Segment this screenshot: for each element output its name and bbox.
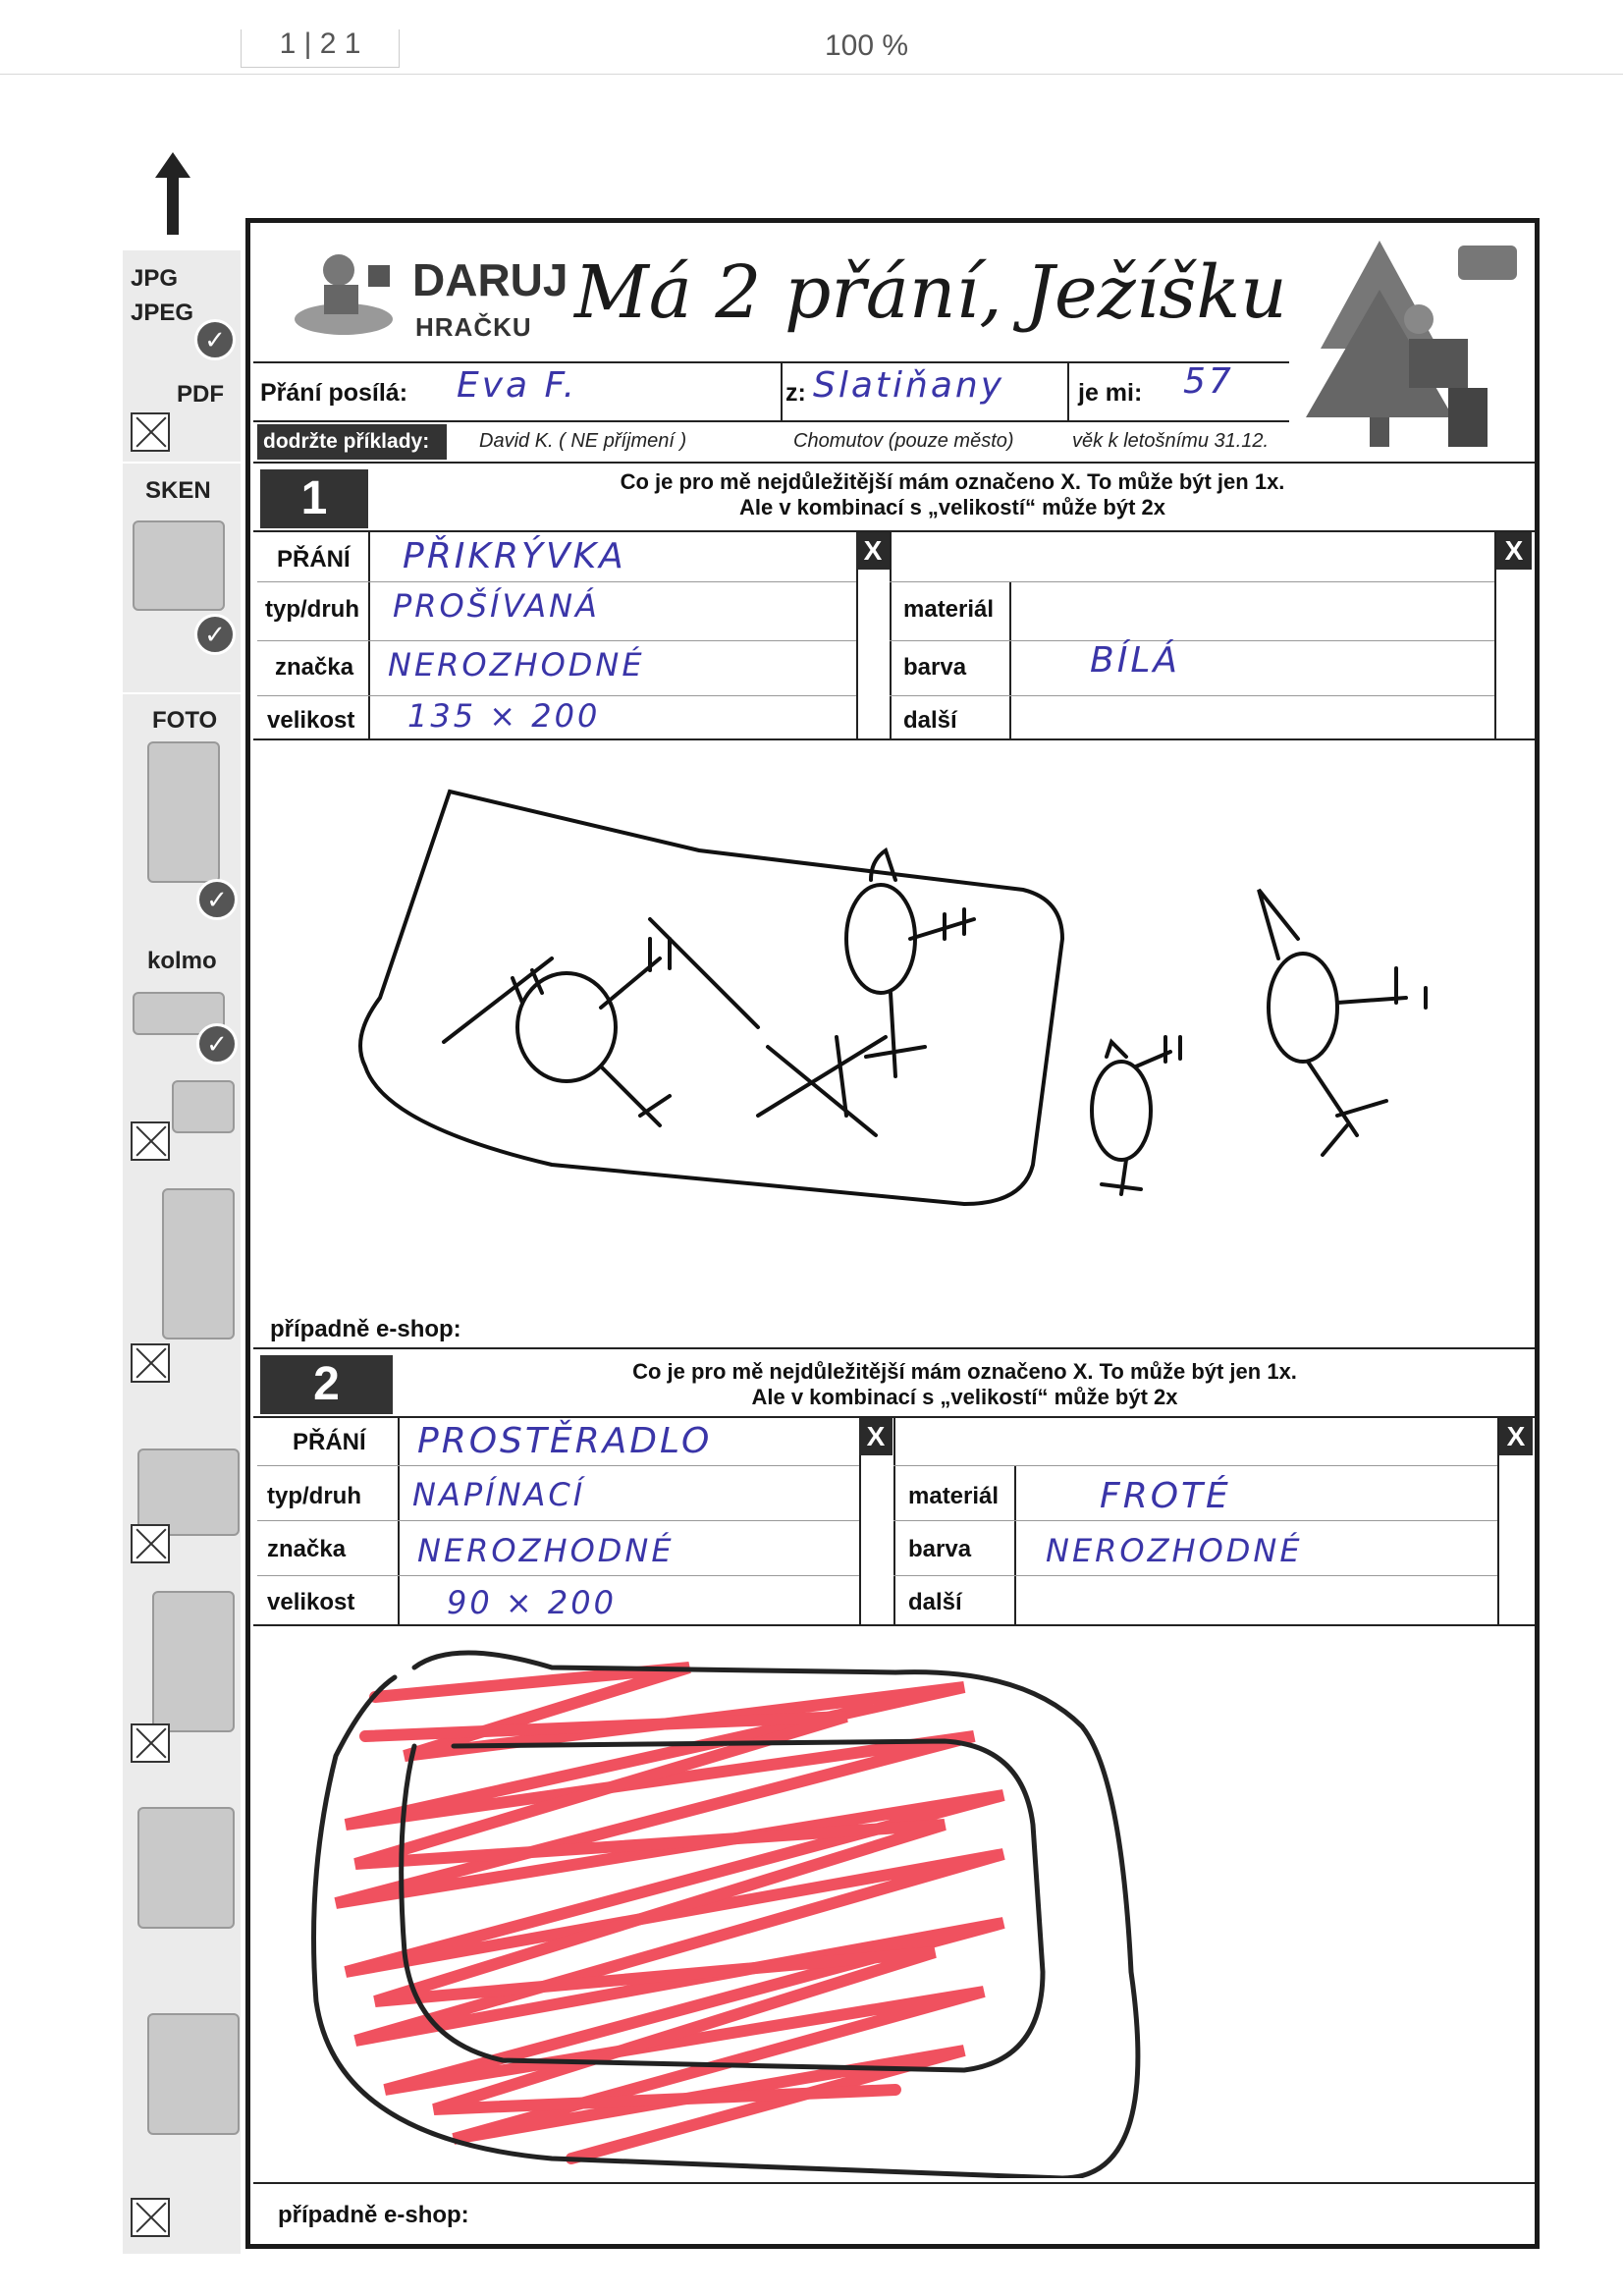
brand-label: značka (275, 654, 354, 681)
phone-photo-icon (147, 741, 220, 883)
wish-1-eshop-label: případně e-shop: (270, 1316, 461, 1342)
row-line (257, 695, 856, 696)
cross-box-icon (131, 1121, 170, 1161)
cross-box-icon (131, 2198, 170, 2237)
wish-2-brand-field[interactable]: NEROZHODNÉ (417, 1532, 675, 1569)
wish-note-line2: Ale v kombinací s „velikostí“ může být 2x (738, 495, 1166, 519)
page-indicator[interactable]: 1 | 2 1 (241, 29, 400, 68)
example-city: Chomutov (pouze město) (793, 430, 1014, 452)
sidebar-label-sken: SKEN (145, 477, 211, 504)
divider (253, 1624, 1535, 1626)
wish-1-brand-field[interactable]: NEROZHODNÉ (388, 646, 645, 683)
wish-number-1: 1 (260, 469, 368, 528)
material-label: materiál (903, 596, 995, 623)
cross-box-icon (131, 1524, 170, 1563)
divider (253, 361, 1289, 363)
sidebar-divider (123, 462, 241, 464)
wish-1-item-field[interactable]: PŘIKRÝVKA (403, 536, 626, 576)
row-line (257, 1465, 859, 1466)
wish-note-line1: Co je pro mě nejdůležitější mám označeno X. To může být jen 1x. (620, 469, 1285, 494)
check-icon: ✓ (196, 879, 238, 920)
wish-label: PŘÁNÍ (293, 1429, 366, 1455)
divider (1009, 581, 1011, 738)
divider (368, 532, 370, 738)
cross-box-icon (131, 1343, 170, 1383)
city-field[interactable]: Slatiňany (813, 365, 1005, 406)
row-line (893, 1520, 1497, 1521)
phone-landscape-icon (137, 1449, 240, 1536)
row-line (890, 581, 1494, 582)
priority-x-mark[interactable]: X (856, 532, 890, 570)
examples-label: dodržte příklady: (257, 424, 447, 460)
age-label: je mi: (1078, 379, 1143, 407)
phone-tilted-icon (137, 1807, 235, 1929)
divider (253, 738, 1535, 740)
priority-x-mark[interactable]: X (1496, 532, 1532, 570)
age-field[interactable]: 57 (1183, 361, 1234, 402)
divider (253, 462, 1535, 464)
row-line (893, 1575, 1497, 1576)
example-age: věk k letošnímu 31.12. (1072, 430, 1270, 452)
divider (253, 1347, 1535, 1349)
row-line (257, 1575, 859, 1576)
angle-icon (172, 1080, 235, 1133)
wish-note-line1: Co je pro mě nejdůležitější mám označeno X. To může být jen 1x. (632, 1359, 1297, 1384)
divider (1067, 361, 1069, 420)
row-line (890, 640, 1494, 641)
phone-tilted-icon (147, 2013, 240, 2135)
row-line (890, 695, 1494, 696)
sender-field[interactable]: Eva F. (457, 365, 578, 406)
wish-2-type-field[interactable]: NAPÍNACÍ (412, 1476, 586, 1513)
wish-1-type-field[interactable]: PROŠÍVANÁ (393, 587, 600, 625)
sidebar-label-kolmo: kolmo (147, 948, 217, 974)
priority-x-mark[interactable]: X (859, 1418, 893, 1455)
scanner-icon (133, 520, 225, 611)
row-line (257, 640, 856, 641)
check-icon: ✓ (194, 319, 236, 360)
other-label: další (903, 707, 957, 734)
example-name: David K. ( NE příjmení ) (479, 430, 687, 452)
row-line (257, 581, 856, 582)
divider (1014, 1465, 1016, 1624)
row-line (257, 1520, 859, 1521)
type-label: typ/druh (267, 1483, 361, 1509)
sidebar-label-jpg: JPG (131, 265, 179, 292)
check-icon: ✓ (196, 1023, 238, 1065)
wish-label: PŘÁNÍ (277, 546, 351, 573)
divider (398, 1418, 400, 1624)
priority-x-mark[interactable]: X (1499, 1418, 1533, 1455)
divider (890, 532, 892, 738)
check-icon: ✓ (194, 614, 236, 655)
wish-2-color-field[interactable]: NEROZHODNÉ (1046, 1532, 1303, 1569)
wish-2-size-field[interactable]: 90 × 200 (447, 1584, 617, 1621)
divider (893, 1418, 895, 1624)
wish-2-item-field[interactable]: PROSTĚRADLO (417, 1421, 713, 1461)
brand-label: značka (267, 1536, 347, 1562)
sidebar-label-pdf: PDF (177, 381, 224, 408)
size-label: velikost (267, 707, 355, 734)
wish-2-drawing (257, 1628, 1534, 2178)
divider (253, 2182, 1535, 2184)
divider (253, 420, 1289, 422)
row-line (893, 1465, 1497, 1466)
color-label: barva (903, 654, 967, 681)
logo-daruj: DARUJ (412, 254, 568, 305)
christmas-tree-icon (1301, 231, 1537, 452)
wish-1-color-field[interactable]: BÍLÁ (1090, 640, 1180, 681)
sender-label: Přání posílá: (260, 379, 408, 407)
divider (781, 361, 783, 420)
wish-1-drawing (257, 742, 1534, 1312)
wish-number-2: 2 (260, 1355, 393, 1414)
material-label: materiál (908, 1483, 1000, 1509)
other-label: další (908, 1589, 962, 1615)
sidebar-divider (123, 692, 241, 694)
logo-hracku: HRAČKU (415, 312, 532, 342)
sidebar-label-foto: FOTO (152, 707, 218, 734)
phone-photo-icon (162, 1188, 235, 1339)
page-title: Má 2 přání, Ježíšku (574, 250, 1287, 335)
gift-logo-icon (290, 246, 403, 339)
cross-box-icon (131, 1723, 170, 1763)
type-label: typ/druh (265, 596, 359, 623)
from-label: z: (785, 379, 806, 407)
zoom-level[interactable]: 100 % (825, 29, 909, 62)
wish-2-eshop-label: případně e-shop: (278, 2202, 469, 2228)
phone-photo-icon (152, 1591, 235, 1732)
wish-1-size-field[interactable]: 135 × 200 (407, 697, 601, 735)
wish-2-material-field[interactable]: FROTÉ (1100, 1476, 1231, 1516)
color-label: barva (908, 1536, 972, 1562)
sidebar-label-jpeg: JPEG (131, 300, 194, 326)
wish-note-line2: Ale v kombinací s „velikostí“ může být 2x (751, 1385, 1178, 1409)
cross-box-icon (131, 412, 170, 452)
up-arrow-icon (155, 152, 190, 235)
size-label: velikost (267, 1589, 355, 1615)
